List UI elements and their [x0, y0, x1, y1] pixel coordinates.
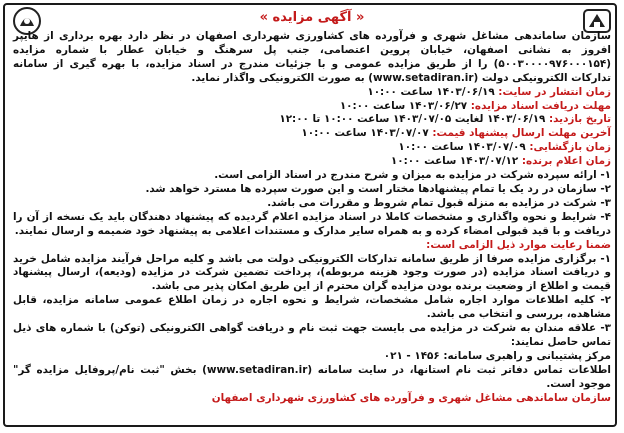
date-line: زمان انتشار در سایت: ۱۴۰۳/۰۶/۱۹ ساعت ۱۰:۰۰: [367, 85, 611, 98]
notice-body: [13, 30, 611, 405]
condition-item: ۳- شرکت در مزایده به منزله قبول تمام شروط و مقررات می باشد.: [267, 196, 611, 209]
date-line: آخرین مهلت ارسال پیشنهاد قیمت: ۱۴۰۳/۰۷/۰۷ ساعت ۱۰:۰۰: [301, 127, 611, 140]
date-line: تاریخ بازدید: ۱۴۰۳/۰۶/۱۹ لغایت ۱۴۰۳/۰۷/۰۵ ساعت ۱۰:۰۰ تا ۱۲:۰۰: [279, 113, 611, 126]
notice-title: « آگهی مزایده »: [259, 10, 365, 25]
note-item: ۳- علاقه مندان به شرکت در مزایده می بایست جهت ثبت نام و دریافت گواهی الکترونیکی (توکن) با شماره های ذیل تماس حاصل نمایند:: [13, 322, 611, 348]
note-item: مرکز پشتیبانی و راهبری سامانه: ۱۴۵۶ - ۰۲۱: [383, 349, 611, 362]
date-line: مهلت دریافت اسناد مزایده: ۱۴۰۳/۰۶/۲۷ ساعت ۱۰:۰۰: [339, 99, 611, 112]
condition-item: ۴- شرایط و نحوه واگذاری و مشخصات کاملا در اسناد مزایده اعلام گردیده که پیشنهاد دهندگان باید یک نسخه از آن را دریافت و با قید قبولی امضاء کرده و به همراه سایر مدارک و مستندات اعلامی به پیشنهاد خود ضمیمه و ارسال نمایند.: [13, 210, 611, 237]
note-item: ۱- برگزاری مزایده صرفا از طریق سامانه تدارکات الکترونیکی دولت می باشد و کلیه مراحل فرآیند مزایده شامل خرید و دریافت اسناد مزایده (در صورت وجود هزینه مربوطه)، پرداخت تضمین شرکت در مزایده (ودیعه)، ارسال پیشنهاد قیمت و اطلاع از وضعیت برنده بودن مزایده گران محترم از این طریق امکان پذیر می باشد.: [13, 252, 611, 293]
note-item: اطلاعات تماس دفاتر ثبت نام استانها، در سایت سامانه (www.setadiran.ir) بخش "ثبت نام/پروفایل مزایده گر" موجود است.: [13, 363, 611, 390]
notes-heading: ضمنا رعایت موارد ذیل الزامی است:: [426, 238, 611, 251]
date-line: زمان اعلام برنده: ۱۴۰۳/۰۷/۱۲ ساعت ۱۰:۰۰: [390, 155, 611, 168]
footer-signature: سازمان ساماندهی مشاغل شهری و فرآورده های کشاورزی شهرداری اصفهان: [211, 391, 611, 404]
date-line: زمان بازگشایی: ۱۴۰۳/۰۷/۰۹ ساعت ۱۰:۰۰: [398, 141, 611, 154]
intro-paragraph: سازمان ساماندهی مشاغل شهری و فرآورده های کشاورزی شهرداری اصفهان در نظر دارد بهره برداری از هایپر افروز به نشانی اصفهان، خیابان پروین اعتصامی، جنب پل سرهنگ و خیابان عطار با شماره مزایده (۵۰۰۳۰۰۰۰۹۷۶۰۰۰۱۵۴) را از طریق مزایده عمومی و با جزئیات مندرج در اسناد مزایده، با بهره گیری از سامانه تدارکات الکترونیکی دولت (www.setadiran.ir) به صورت الکترونیکی واگذار نماید.: [13, 30, 611, 84]
condition-item: ۲- سازمان در رد یک یا تمام پیشنهادها مختار است و این صورت سپرده ها مسترد خواهد شد.: [145, 182, 611, 195]
condition-item: ۱- ارائه سپرده شرکت در مزایده به میزان و شرح مندرج در اسناد الزامی است.: [214, 169, 611, 182]
note-item: ۲- کلیه اطلاعات موارد اجاره شامل مشخصات، شرایط و نحوه اجاره در زمان اطلاع عمومی سامانه مزایده، قابل مشاهده، بررسی و انتخاب می باشد.: [13, 294, 611, 321]
